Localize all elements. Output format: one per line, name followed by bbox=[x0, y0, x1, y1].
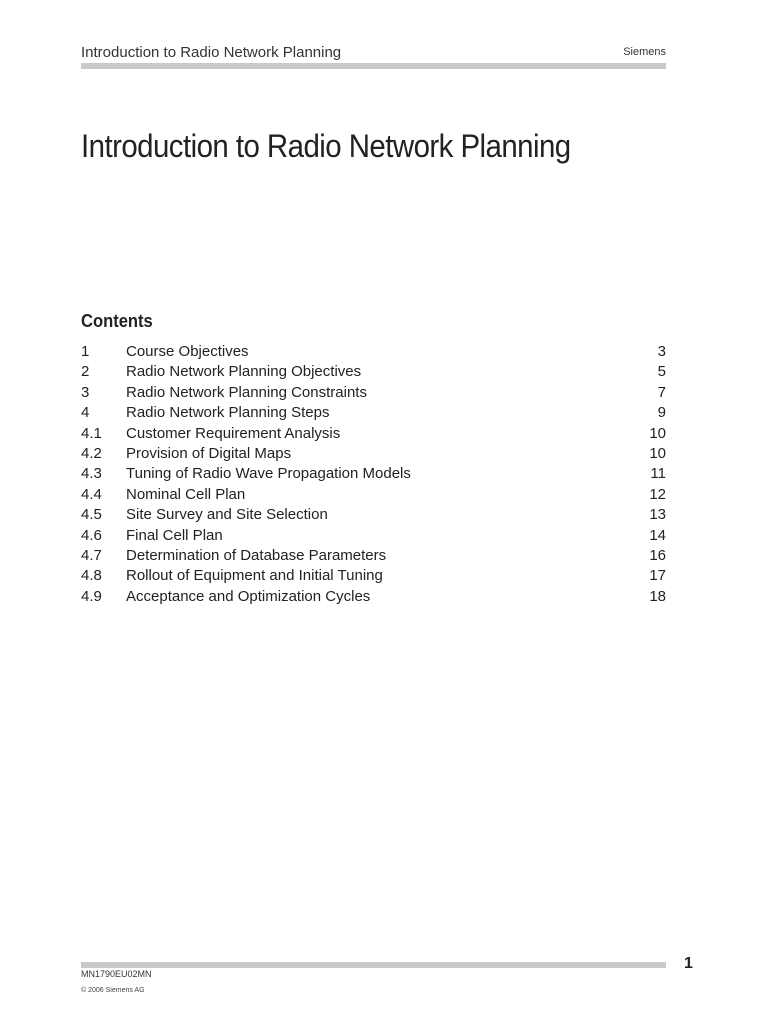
toc-entry-page: 3 bbox=[657, 343, 666, 360]
toc-entry-title: Customer Requirement Analysis bbox=[126, 424, 341, 442]
toc-entry-page: 5 bbox=[657, 363, 666, 381]
document-id: MN1790EU02MN bbox=[81, 969, 152, 979]
toc-entry-number: 4.5 bbox=[81, 506, 102, 524]
toc-entry-number: 4.8 bbox=[81, 567, 102, 585]
toc-entry-page: 10 bbox=[649, 424, 666, 442]
toc-entry-page: 14 bbox=[649, 526, 666, 544]
toc-entry-page: 9 bbox=[657, 404, 666, 422]
toc-entry-page: 17 bbox=[649, 567, 666, 585]
toc-entry-page: 16 bbox=[649, 546, 666, 564]
toc-entry[interactable] bbox=[81, 526, 666, 546]
toc-entry-title: Radio Network Planning Constraints bbox=[126, 383, 367, 401]
footer-divider bbox=[81, 962, 666, 968]
toc-entry-title: Determination of Database Parameters bbox=[126, 546, 387, 564]
toc-entry-title: Acceptance and Optimization Cycles bbox=[126, 587, 371, 605]
page-number: 1 bbox=[684, 955, 693, 972]
toc-entry-page: 13 bbox=[649, 506, 666, 524]
toc-entry-title: Rollout of Equipment and Initial Tuning bbox=[126, 567, 383, 585]
toc-entry[interactable] bbox=[81, 362, 666, 382]
toc-entry-number: 3 bbox=[81, 383, 90, 401]
toc-entry-number: 4 bbox=[81, 404, 90, 422]
header-divider bbox=[81, 63, 666, 69]
toc-entry-title: Radio Network Planning Objectives bbox=[126, 363, 362, 381]
table-of-contents bbox=[81, 342, 666, 607]
toc-entry-page: 11 bbox=[650, 465, 666, 483]
toc-entry-page: 7 bbox=[657, 383, 666, 401]
toc-entry[interactable] bbox=[81, 424, 666, 444]
toc-entry-number: 4.9 bbox=[81, 587, 102, 605]
header-title: Introduction to Radio Network Planning bbox=[81, 44, 342, 61]
toc-entry-title: Course Objectives bbox=[126, 343, 249, 360]
copyright-notice: © 2006 Siemens AG bbox=[81, 987, 145, 994]
contents-heading: Contents bbox=[81, 311, 153, 331]
toc-entry[interactable] bbox=[81, 403, 666, 423]
toc-entry[interactable] bbox=[81, 464, 666, 484]
toc-entry-number: 2 bbox=[81, 363, 90, 381]
toc-entry-title: Site Survey and Site Selection bbox=[126, 506, 328, 524]
page-title: Introduction to Radio Network Planning bbox=[81, 128, 571, 164]
toc-entry-number: 4.7 bbox=[81, 546, 102, 564]
toc-entry[interactable] bbox=[81, 587, 666, 607]
toc-entry-title: Nominal Cell Plan bbox=[126, 485, 246, 503]
toc-entry[interactable] bbox=[81, 546, 666, 566]
toc-entry-page: 12 bbox=[649, 485, 666, 503]
toc-entry-title: Radio Network Planning Steps bbox=[126, 404, 330, 422]
toc-entry[interactable] bbox=[81, 444, 666, 464]
header-brand: Siemens bbox=[623, 46, 666, 58]
toc-entry-number: 4.6 bbox=[81, 526, 102, 544]
toc-entry-number: 4.3 bbox=[81, 465, 102, 483]
toc-entry-title: Final Cell Plan bbox=[126, 526, 223, 544]
toc-entry[interactable] bbox=[81, 485, 666, 505]
toc-entry-title: Provision of Digital Maps bbox=[126, 444, 292, 462]
toc-entry-number: 1 bbox=[81, 343, 90, 360]
toc-entry[interactable] bbox=[81, 383, 666, 403]
toc-entry-page: 10 bbox=[649, 444, 666, 462]
toc-entry[interactable] bbox=[81, 342, 666, 362]
toc-entry[interactable] bbox=[81, 505, 666, 525]
toc-entry[interactable] bbox=[81, 566, 666, 586]
toc-entry-number: 4.1 bbox=[81, 424, 102, 442]
toc-entry-number: 4.2 bbox=[81, 444, 102, 462]
toc-entry-title: Tuning of Radio Wave Propagation Models bbox=[126, 465, 411, 483]
toc-entry-number: 4.4 bbox=[81, 485, 102, 503]
toc-entry-page: 18 bbox=[649, 587, 666, 605]
